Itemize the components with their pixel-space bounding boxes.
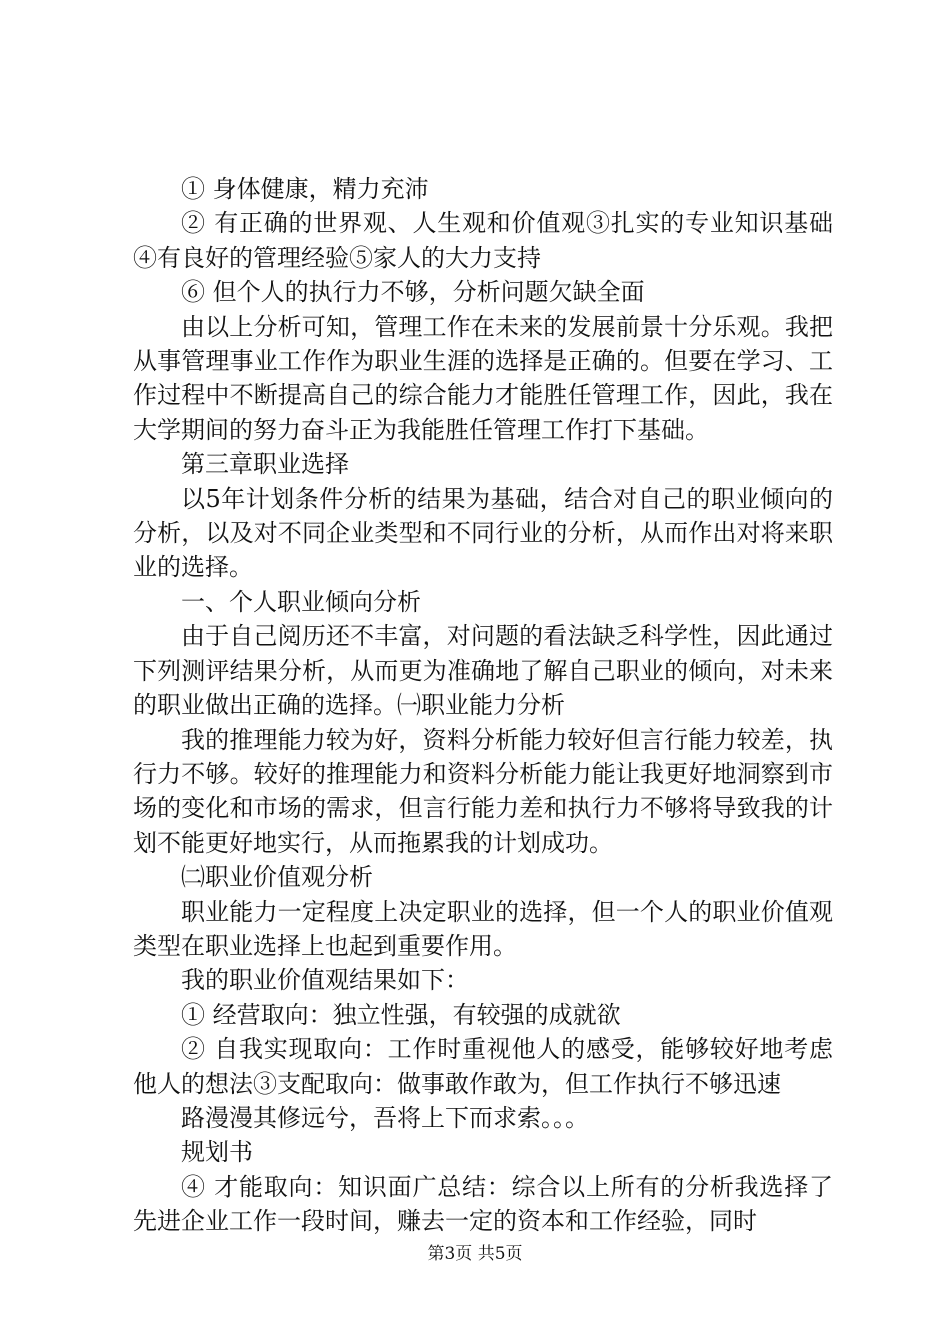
paragraph-quote: 路漫漫其修远兮，吾将上下而求索。。。 [181, 1103, 589, 1132]
document-body [133, 172, 833, 1239]
paragraph-tendency-intro: 由于自己阅历还不丰富，对问题的看法缺乏科学性，因此通过下列测评结果分析，从而更为准确地了解自己职业的倾向，对未来的职业做出正确的选择。㈠职业能力分析 [133, 622, 833, 720]
chapter-heading: 第三章职业选择 [181, 450, 349, 479]
paragraph-ability-analysis: 我的推理能力较为好，资料分析能力较好但言行能力较差，执行力不够。较好的推理能力和资料分析能力能让我更好地洞察到市场的变化和市场的需求，但言行能力差和执行力不够将导致我的计划不能更好地实行，从而拖累我的计划成功。 [133, 725, 833, 857]
list-item-health: ① 身体健康，精力充沛 [181, 175, 429, 203]
list-item-self-realization: ② 自我实现取向：工作时重视他人的感受，能够较好地考虑他人的想法③支配取向：做事敢作敢为，但工作执行不够迅速 [133, 1035, 833, 1098]
subsection-heading: ㈡职业价值观分析 [181, 863, 373, 892]
paragraph-values-results: 我的职业价值观结果如下： [181, 966, 469, 995]
paragraph-chapter-intro: 以5年计划条件分析的结果为基础，结合对自己的职业倾向的分析，以及对不同企业类型和不同行业的分析，从而作出对将来职业的选择。 [133, 484, 833, 582]
list-item-worldview: ② 有正确的世界观、人生观和价值观③扎实的专业知识基础④有良好的管理经验⑤家人的大力支持 [133, 209, 833, 272]
paragraph-analysis-conclusion: 由以上分析可知，管理工作在未来的发展前景十分乐观。我把从事管理事业工作作为职业生涯的选择是正确的。但要在学习、工作过程中不断提高自己的综合能力才能胜任管理工作，因此，我在大学期间的努力奋斗正为我能胜任管理工作打下基础。 [133, 312, 833, 444]
paragraph-plan-title: 规划书 [181, 1138, 253, 1167]
section-heading: 一、个人职业倾向分析 [181, 587, 421, 616]
list-item-talent: ④ 才能取向：知识面广总结：综合以上所有的分析我选择了先进企业工作一段时间，赚去一定的资本和工作经验，同时 [133, 1172, 833, 1236]
page-footer: 第3页 共5页 [427, 1244, 523, 1264]
list-item-weakness: ⑥ 但个人的执行力不够，分析问题欠缺全面 [181, 278, 645, 307]
list-item-business: ① 经营取向：独立性强，有较强的成就欲 [181, 1000, 621, 1029]
paragraph-values-intro: 职业能力一定程度上决定职业的选择，但一个人的职业价值观类型在职业选择上也起到重要作用。 [133, 897, 833, 960]
